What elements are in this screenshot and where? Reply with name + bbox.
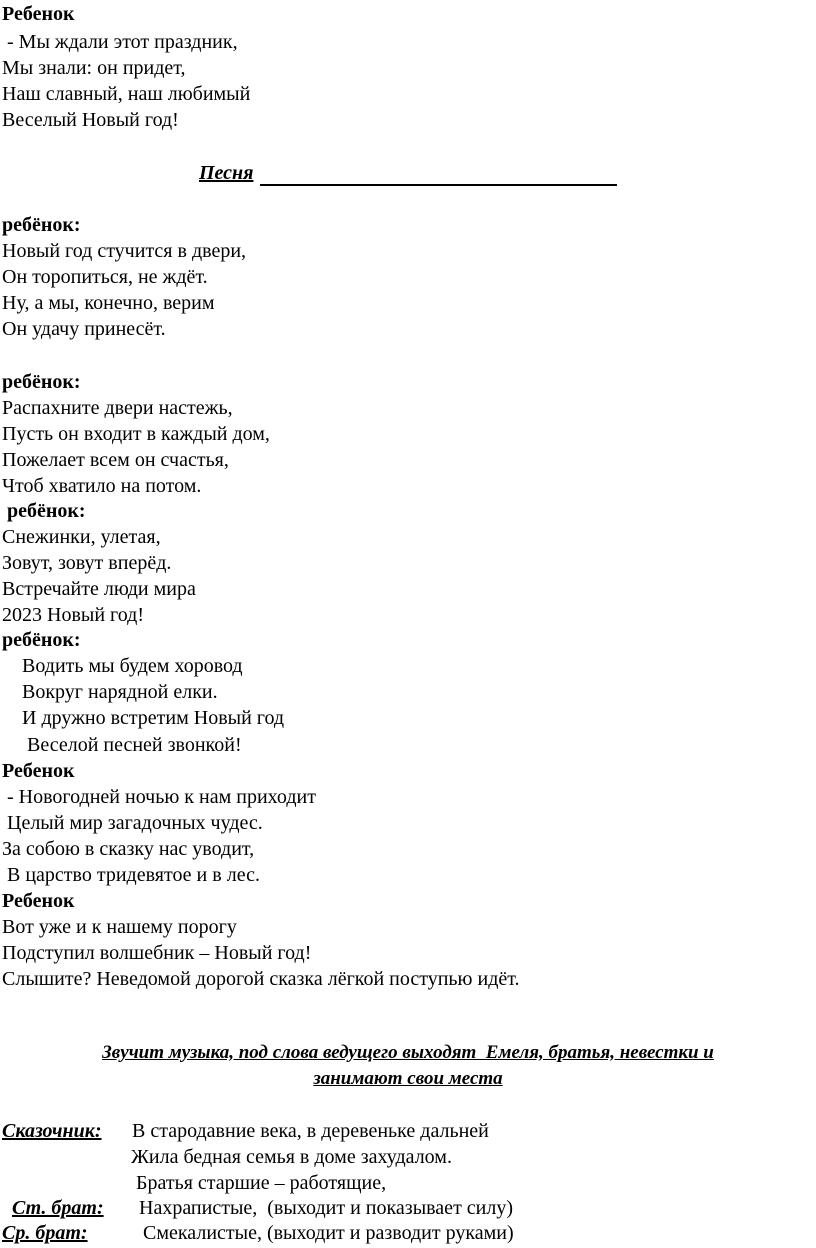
stage-direction-line: Звучит музыка, под слова ведущего выходят Емеля, братья, невестки и bbox=[102, 1042, 714, 1063]
verse-line: Снежинки, улетая, bbox=[2, 526, 161, 548]
elder-brother-label: Ст. брат: bbox=[12, 1197, 104, 1219]
verse-line: - Новогодней ночью к нам приходит bbox=[2, 786, 316, 808]
middle-brother-label: Ср. брат: bbox=[2, 1222, 88, 1244]
verse-line: Веселой песней звонкой! bbox=[2, 734, 242, 756]
verse-line: Он торопиться, не ждёт. bbox=[2, 266, 208, 288]
narration-line: Нахрапистые, (выходит и показывает силу) bbox=[139, 1197, 514, 1219]
song-title-blank-line bbox=[260, 184, 617, 186]
verse-line: Веселый Новый год! bbox=[2, 109, 179, 131]
speaker-label: ребёнок: bbox=[2, 500, 86, 522]
verse-line: Встречайте люди мира bbox=[2, 578, 196, 600]
verse-line: В царство тридевятое и в лес. bbox=[2, 864, 260, 886]
narration-line: Смекалистые, (выходит и разводит руками) bbox=[143, 1222, 514, 1244]
narrator-label: Сказочник: bbox=[2, 1120, 102, 1142]
verse-line: Новый год стучится в двери, bbox=[2, 240, 247, 262]
verse-line: Вот уже и к нашему порогу bbox=[2, 916, 237, 938]
verse-line: Он удачу принесёт. bbox=[2, 318, 166, 340]
verse-line: Наш славный, наш любимый bbox=[2, 83, 251, 105]
verse-line: Распахните двери настежь, bbox=[2, 397, 233, 419]
speaker-label: Ребенок bbox=[2, 3, 75, 25]
verse-line: - Мы ждали этот праздник, bbox=[2, 31, 238, 53]
speaker-label: Ребенок bbox=[2, 890, 75, 912]
verse-line: Чтоб хватило на потом. bbox=[2, 475, 202, 497]
verse-line: Подступил волшебник – Новый год! bbox=[2, 942, 312, 964]
verse-line: И дружно встретим Новый год bbox=[2, 707, 285, 729]
speaker-label: ребёнок: bbox=[2, 629, 81, 651]
verse-line: За собою в сказку нас уводит, bbox=[2, 838, 255, 860]
stage-direction-line: занимают свои места bbox=[313, 1068, 503, 1089]
verse-line: Пусть он входит в каждый дом, bbox=[2, 423, 270, 445]
song-heading: Песня bbox=[199, 162, 254, 184]
verse-line: Водить мы будем хоровод bbox=[2, 655, 243, 677]
verse-line: Вокруг нарядной елки. bbox=[2, 681, 218, 703]
speaker-label: ребёнок: bbox=[2, 371, 81, 393]
narration-line: Братья старшие – работящие, bbox=[136, 1172, 387, 1194]
verse-line: Слышите? Неведомой дорогой сказка лёгкой поступью идёт. bbox=[2, 968, 520, 990]
speaker-label: ребёнок: bbox=[2, 214, 81, 236]
verse-line: Мы знали: он придет, bbox=[2, 57, 186, 79]
verse-line: Ну, а мы, конечно, верим bbox=[2, 292, 215, 314]
verse-line: Пожелает всем он счастья, bbox=[2, 449, 229, 471]
verse-line: Зовут, зовут вперёд. bbox=[2, 552, 172, 574]
narration-line: Жила бедная семья в доме захудалом. bbox=[131, 1146, 452, 1168]
verse-line: 2023 Новый год! bbox=[2, 604, 144, 626]
narration-line: В стародавние века, в деревеньке дальней bbox=[132, 1120, 489, 1142]
speaker-label: Ребенок bbox=[2, 760, 75, 782]
verse-line: Целый мир загадочных чудес. bbox=[2, 812, 263, 834]
